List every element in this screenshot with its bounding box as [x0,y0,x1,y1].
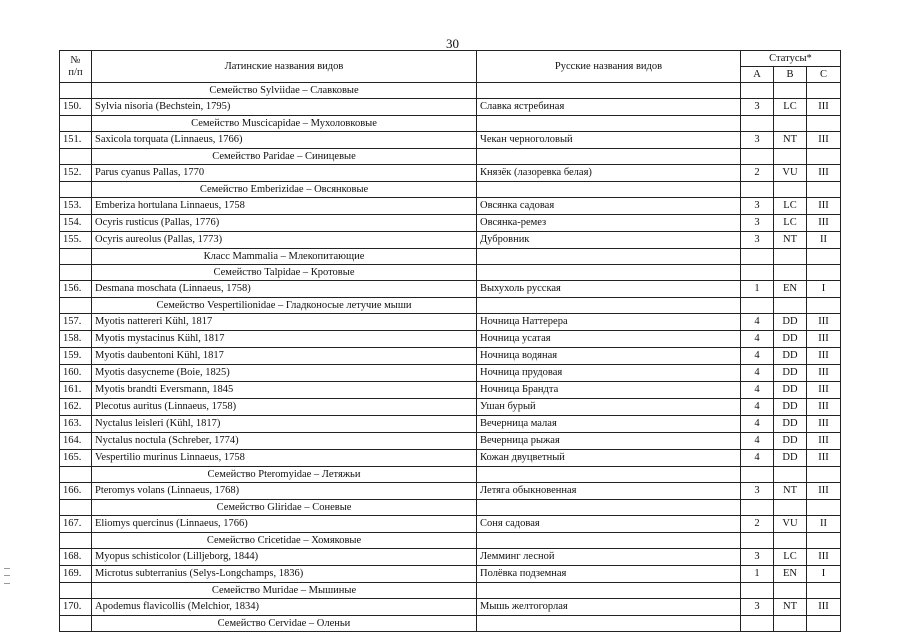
table-row [60,516,841,533]
status-c: I [807,566,841,583]
row-number: 160. [60,365,92,382]
table-row [60,232,841,249]
status-c: III [807,416,841,433]
status-cell [807,265,841,281]
status-b: NT [774,232,807,249]
status-b: NT [774,599,807,616]
status-cell [807,83,841,99]
table-row [60,483,841,500]
status-c: III [807,215,841,232]
table-row [60,331,841,348]
status-cell [774,616,807,632]
table-row [60,566,841,583]
latin-name: Ocyris rusticus (Pallas, 1776) [92,215,477,232]
table-row [60,348,841,365]
status-cell [774,249,807,265]
status-cell [741,83,774,99]
status-b: LC [774,99,807,116]
status-cell [774,149,807,165]
russian-name: Лемминг лесной [477,549,741,566]
row-number [60,467,92,483]
russian-name [477,149,741,165]
russian-name [477,583,741,599]
row-number [60,83,92,99]
status-cell [774,83,807,99]
status-cell [741,298,774,314]
status-cell [741,116,774,132]
status-a: 2 [741,165,774,182]
status-cell [741,149,774,165]
status-c: III [807,450,841,467]
row-number: 155. [60,232,92,249]
latin-name: Desmana moschata (Linnaeus, 1758) [92,281,477,298]
status-b: DD [774,416,807,433]
row-number: 151. [60,132,92,149]
russian-name: Выхухоль русская [477,281,741,298]
status-c: II [807,232,841,249]
status-b: DD [774,314,807,331]
table-row [60,132,841,149]
latin-name: Myotis brandti Eversmann, 1845 [92,382,477,399]
status-cell [807,616,841,632]
russian-name: Соня садовая [477,516,741,533]
status-c: III [807,599,841,616]
row-number [60,265,92,281]
row-number: 165. [60,450,92,467]
russian-name: Ушан бурый [477,399,741,416]
family-row [60,298,841,314]
latin-name: Apodemus flavicollis (Melchior, 1834) [92,599,477,616]
status-a: 1 [741,281,774,298]
status-cell [741,583,774,599]
row-number [60,249,92,265]
status-cell [807,467,841,483]
row-number: 164. [60,433,92,450]
table-row [60,215,841,232]
row-number: 153. [60,198,92,215]
status-a: 3 [741,198,774,215]
family-heading: Семейство Paridae – Синицевые [92,149,477,165]
status-a: 4 [741,399,774,416]
latin-name: Sylvia nisoria (Bechstein, 1795) [92,99,477,116]
latin-name: Myopus schisticolor (Lilljeborg, 1844) [92,549,477,566]
status-a: 2 [741,516,774,533]
family-row [60,182,841,198]
russian-name [477,533,741,549]
russian-name: Ночница Брандта [477,382,741,399]
status-b: VU [774,516,807,533]
margin-mark [4,568,10,584]
status-b: LC [774,549,807,566]
status-b: DD [774,331,807,348]
status-cell [774,583,807,599]
status-b: DD [774,365,807,382]
russian-name: Полёвка подземная [477,566,741,583]
table-row [60,399,841,416]
header-status-c: C [807,67,841,83]
latin-name: Microtus subterranius (Selys-Longchamps, 1836) [92,566,477,583]
status-cell [774,467,807,483]
status-cell [741,500,774,516]
status-a: 3 [741,232,774,249]
status-cell [774,265,807,281]
latin-name: Emberiza hortulana Linnaeus, 1758 [92,198,477,215]
russian-name: Мышь желтогорлая [477,599,741,616]
latin-name: Saxicola torquata (Linnaeus, 1766) [92,132,477,149]
russian-name: Дубровник [477,232,741,249]
status-b: DD [774,348,807,365]
row-number: 170. [60,599,92,616]
row-number [60,533,92,549]
row-number: 152. [60,165,92,182]
russian-name: Летяга обыкновенная [477,483,741,500]
family-heading: Семейство Cervidae – Оленьи [92,616,477,632]
row-number: 157. [60,314,92,331]
row-number: 167. [60,516,92,533]
russian-name [477,265,741,281]
status-c: III [807,365,841,382]
class-row [60,249,841,265]
family-heading: Семейство Sylviidae – Славковые [92,83,477,99]
family-heading: Семейство Pteromyidae – Летяжьи [92,467,477,483]
russian-name: Вечерница малая [477,416,741,433]
latin-name: Plecotus auritus (Linnaeus, 1758) [92,399,477,416]
status-cell [774,298,807,314]
row-number [60,298,92,314]
status-cell [807,116,841,132]
status-b: VU [774,165,807,182]
table-row [60,549,841,566]
row-number: 158. [60,331,92,348]
status-cell [774,116,807,132]
status-a: 3 [741,599,774,616]
russian-name: Чекан черноголовый [477,132,741,149]
latin-name: Myotis mystacinus Kühl, 1817 [92,331,477,348]
status-c: III [807,483,841,500]
russian-name: Ночница усатая [477,331,741,348]
russian-name: Ночница водяная [477,348,741,365]
table-row [60,599,841,616]
family-row [60,149,841,165]
status-a: 4 [741,365,774,382]
status-a: 4 [741,416,774,433]
russian-name [477,182,741,198]
russian-name [477,500,741,516]
status-a: 1 [741,566,774,583]
family-heading: Семейство Emberizidae – Овсянковые [92,182,477,198]
status-a: 4 [741,314,774,331]
status-a: 3 [741,99,774,116]
header-number: № п/п [60,51,92,83]
latin-name: Ocyris aureolus (Pallas, 1773) [92,232,477,249]
status-a: 4 [741,331,774,348]
header-status-b: B [774,67,807,83]
status-cell [741,265,774,281]
status-a: 3 [741,132,774,149]
status-c: I [807,281,841,298]
page-number: 30 [446,36,459,51]
header-statuses: Статусы* [741,51,841,67]
status-b: DD [774,433,807,450]
status-a: 4 [741,382,774,399]
status-b: LC [774,198,807,215]
russian-name [477,467,741,483]
row-number [60,500,92,516]
status-c: III [807,165,841,182]
status-cell [741,182,774,198]
family-row [60,116,841,132]
status-cell [807,533,841,549]
row-number: 159. [60,348,92,365]
russian-name: Вечерница рыжая [477,433,741,450]
latin-name: Parus cyanus Pallas, 1770 [92,165,477,182]
status-a: 4 [741,433,774,450]
status-b: EN [774,281,807,298]
status-cell [774,182,807,198]
family-heading: Семейство Muridae – Мышиные [92,583,477,599]
row-number: 168. [60,549,92,566]
latin-name: Vespertilio murinus Linnaeus, 1758 [92,450,477,467]
latin-name: Eliomys quercinus (Linnaeus, 1766) [92,516,477,533]
species-status-table [59,50,841,632]
russian-name: Славка ястребиная [477,99,741,116]
table-row [60,99,841,116]
status-cell [774,533,807,549]
status-b: NT [774,483,807,500]
header-status-a: A [741,67,774,83]
status-cell [774,500,807,516]
row-number: 162. [60,399,92,416]
status-cell [807,298,841,314]
status-a: 4 [741,450,774,467]
status-cell [807,500,841,516]
row-number: 154. [60,215,92,232]
status-b: DD [774,382,807,399]
status-b: EN [774,566,807,583]
russian-name: Ночница прудовая [477,365,741,382]
latin-name: Myotis daubentoni Kühl, 1817 [92,348,477,365]
row-number [60,149,92,165]
row-number: 156. [60,281,92,298]
header-latin-names: Латинские названия видов [92,51,477,83]
row-number [60,616,92,632]
latin-name: Pteromys volans (Linnaeus, 1768) [92,483,477,500]
status-cell [741,616,774,632]
row-number [60,182,92,198]
russian-name [477,616,741,632]
status-c: III [807,331,841,348]
family-heading: Семейство Gliridae – Соневые [92,500,477,516]
family-row [60,467,841,483]
status-cell [741,249,774,265]
table-row [60,314,841,331]
table-body [60,83,841,632]
russian-name: Овсянка-ремез [477,215,741,232]
family-heading: Семейство Talpidae – Кротовые [92,265,477,281]
status-a: 3 [741,549,774,566]
russian-name: Овсянка садовая [477,198,741,215]
russian-name [477,249,741,265]
russian-name [477,298,741,314]
status-c: III [807,433,841,450]
row-number: 166. [60,483,92,500]
table-row [60,365,841,382]
russian-name: Ночница Наттерера [477,314,741,331]
status-cell [807,182,841,198]
status-cell [807,149,841,165]
table-row [60,450,841,467]
status-cell [807,583,841,599]
family-row [60,265,841,281]
russian-name: Кожан двуцветный [477,450,741,467]
status-b: NT [774,132,807,149]
table-row [60,416,841,433]
family-heading: Семейство Vespertilionidae – Гладконосые летучие мыши [92,298,477,314]
status-b: DD [774,450,807,467]
status-c: III [807,382,841,399]
table-row [60,382,841,399]
latin-name: Myotis dasycneme (Boie, 1825) [92,365,477,382]
row-number [60,116,92,132]
status-b: LC [774,215,807,232]
header-russian-names: Русские названия видов [477,51,741,83]
class-heading: Класс Mammalia – Млекопитающие [92,249,477,265]
status-c: III [807,348,841,365]
row-number [60,583,92,599]
russian-name [477,83,741,99]
family-row [60,500,841,516]
status-b: DD [774,399,807,416]
row-number: 163. [60,416,92,433]
status-c: III [807,399,841,416]
family-row [60,583,841,599]
family-row [60,83,841,99]
row-number: 161. [60,382,92,399]
status-c: III [807,132,841,149]
row-number: 150. [60,99,92,116]
status-cell [807,249,841,265]
status-cell [741,467,774,483]
table-row [60,198,841,215]
table-row [60,433,841,450]
russian-name: Князёк (лазоревка белая) [477,165,741,182]
status-c: III [807,99,841,116]
status-a: 4 [741,348,774,365]
table-row [60,281,841,298]
row-number: 169. [60,566,92,583]
latin-name: Nyctalus leisleri (Kühl, 1817) [92,416,477,433]
family-heading: Семейство Cricetidae – Хомяковые [92,533,477,549]
family-heading: Семейство Muscicapidae – Мухоловковые [92,116,477,132]
status-a: 3 [741,215,774,232]
family-row [60,533,841,549]
status-cell [741,533,774,549]
latin-name: Nyctalus noctula (Schreber, 1774) [92,433,477,450]
status-c: III [807,549,841,566]
table-row [60,165,841,182]
status-c: III [807,198,841,215]
status-c: II [807,516,841,533]
status-a: 3 [741,483,774,500]
latin-name: Myotis nattereri Kühl, 1817 [92,314,477,331]
status-c: III [807,314,841,331]
russian-name [477,116,741,132]
family-row [60,616,841,632]
